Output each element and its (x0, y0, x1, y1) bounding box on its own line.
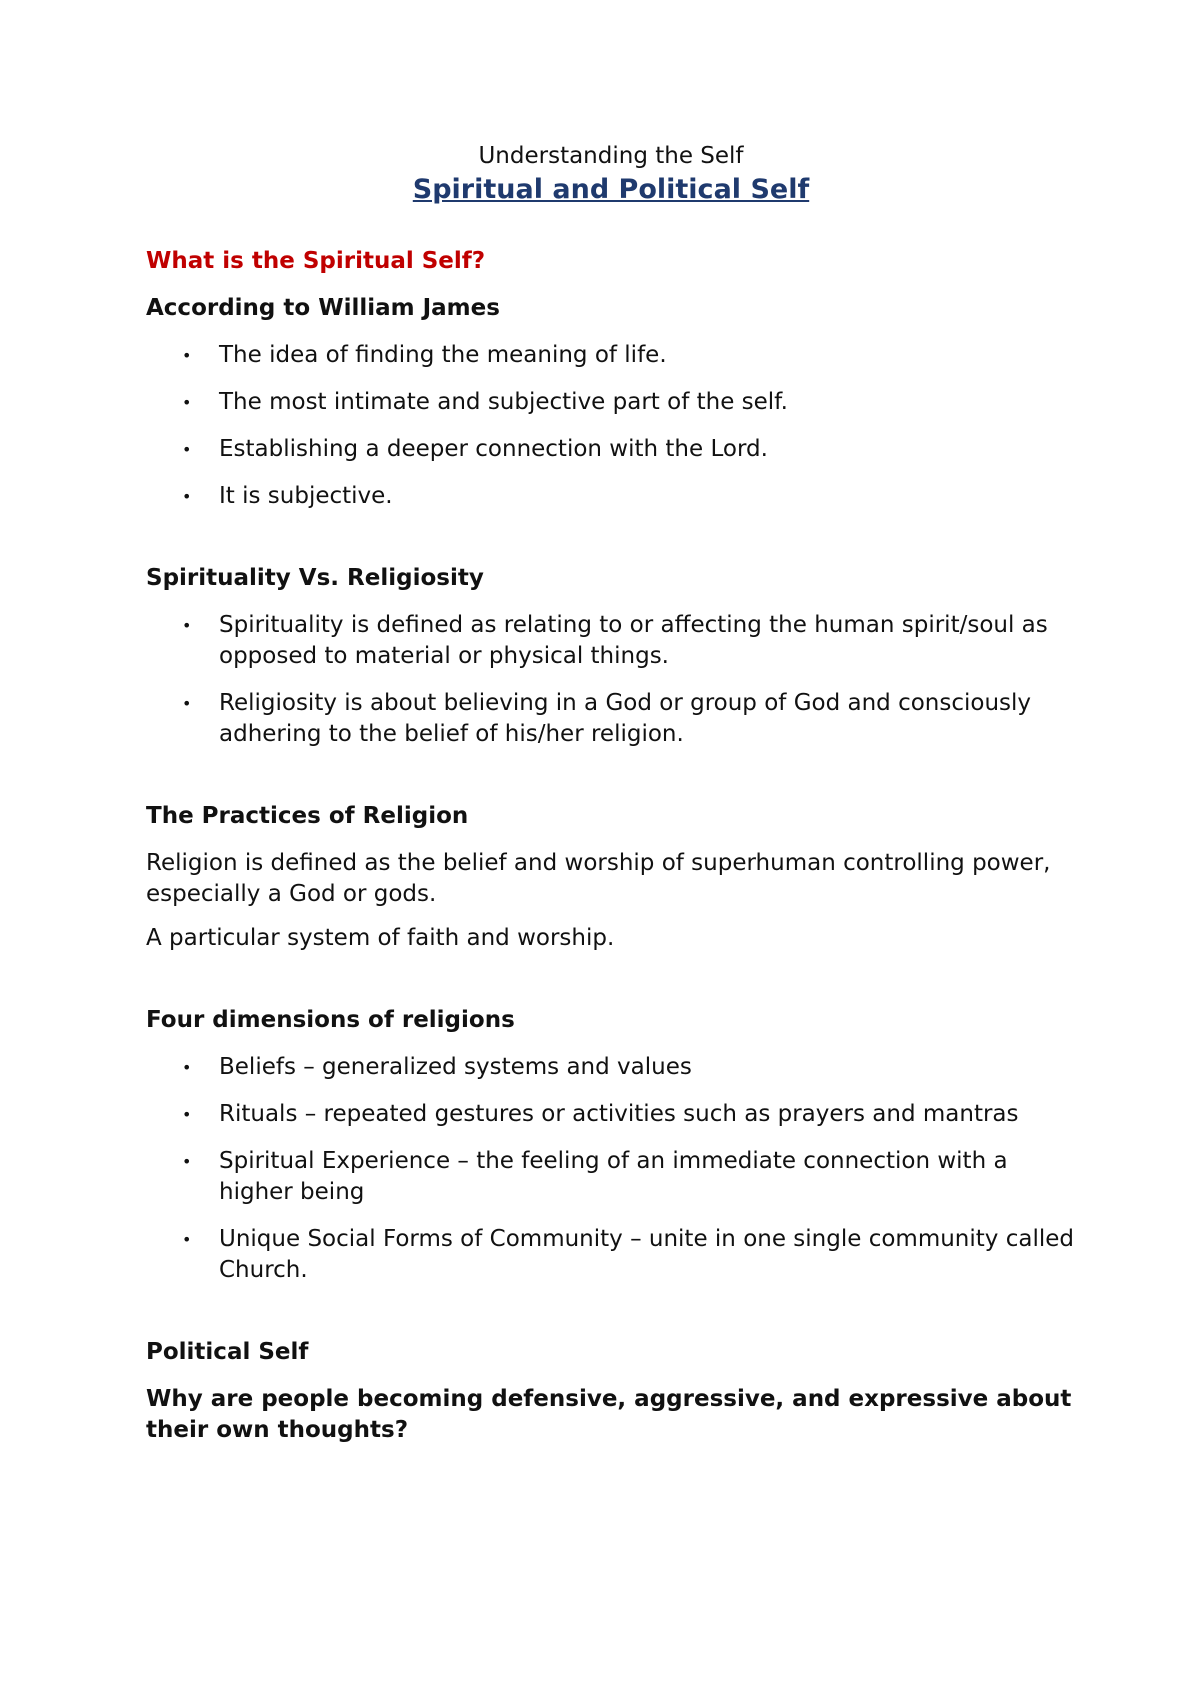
spirituality-vs-religiosity-heading: Spirituality Vs. Religiosity (146, 565, 484, 591)
list-item: • Spirituality is defined as relating to or affecting the human spirit/soul as opposed to material or physical things. (182, 612, 1048, 669)
practices-of-religion-heading: The Practices of Religion (146, 803, 469, 829)
list-item: • Rituals – repeated gestures or activities such as prayers and mantras (146, 1099, 1076, 1130)
list-item: • It is subjective. (146, 481, 1076, 512)
document-subtitle: Understanding the Self (478, 143, 744, 169)
bullet-icon: • (182, 1058, 192, 1077)
list-item: • Establishing a deeper connection with the Lord. (146, 434, 1076, 465)
religion-definition-paragraph: Religion is defined as the belief and worship of superhuman controlling power, especially a God or gods. (146, 850, 1051, 907)
bullet-icon: • (182, 1230, 192, 1249)
list-item: • The idea of finding the meaning of life. (146, 340, 1076, 371)
list-item: • Spiritual Experience – the feeling of an immediate connection with a higher being (182, 1148, 1008, 1205)
document-title: Spiritual and Political Self (412, 174, 810, 205)
spiritual-self-question: What is the Spiritual Self? (146, 248, 486, 274)
four-dimensions-heading: Four dimensions of religions (146, 1007, 515, 1033)
faith-worship-paragraph: A particular system of faith and worship. (146, 925, 615, 951)
list-item: • Unique Social Forms of Community – unite in one single community called Church. (182, 1226, 1074, 1283)
list-item: • Religiosity is about believing in a God or group of God and consciously adhering to the belief of his/her religion. (182, 690, 1032, 747)
document-content (146, 140, 1076, 1446)
william-james-heading: According to William James (146, 295, 500, 321)
bullet-icon: • (182, 1105, 192, 1124)
political-self-question: Why are people becoming defensive, aggressive, and expressive about their own thoughts? (146, 1386, 1072, 1443)
bullet-icon: • (182, 616, 192, 635)
bullet-icon: • (182, 393, 192, 412)
list-item: • The most intimate and subjective part of the self. (146, 387, 1076, 418)
political-self-heading: Political Self (146, 1339, 309, 1365)
bullet-icon: • (182, 487, 192, 506)
bullet-icon: • (182, 1152, 192, 1171)
bullet-icon: • (182, 440, 192, 459)
spirituality-vs-religiosity-list (146, 610, 1076, 750)
bullet-icon: • (182, 694, 192, 713)
four-dimensions-list (146, 1052, 1076, 1286)
william-james-list (146, 340, 1076, 512)
list-item: • Beliefs – generalized systems and values (146, 1052, 1076, 1083)
bullet-icon: • (182, 346, 192, 365)
